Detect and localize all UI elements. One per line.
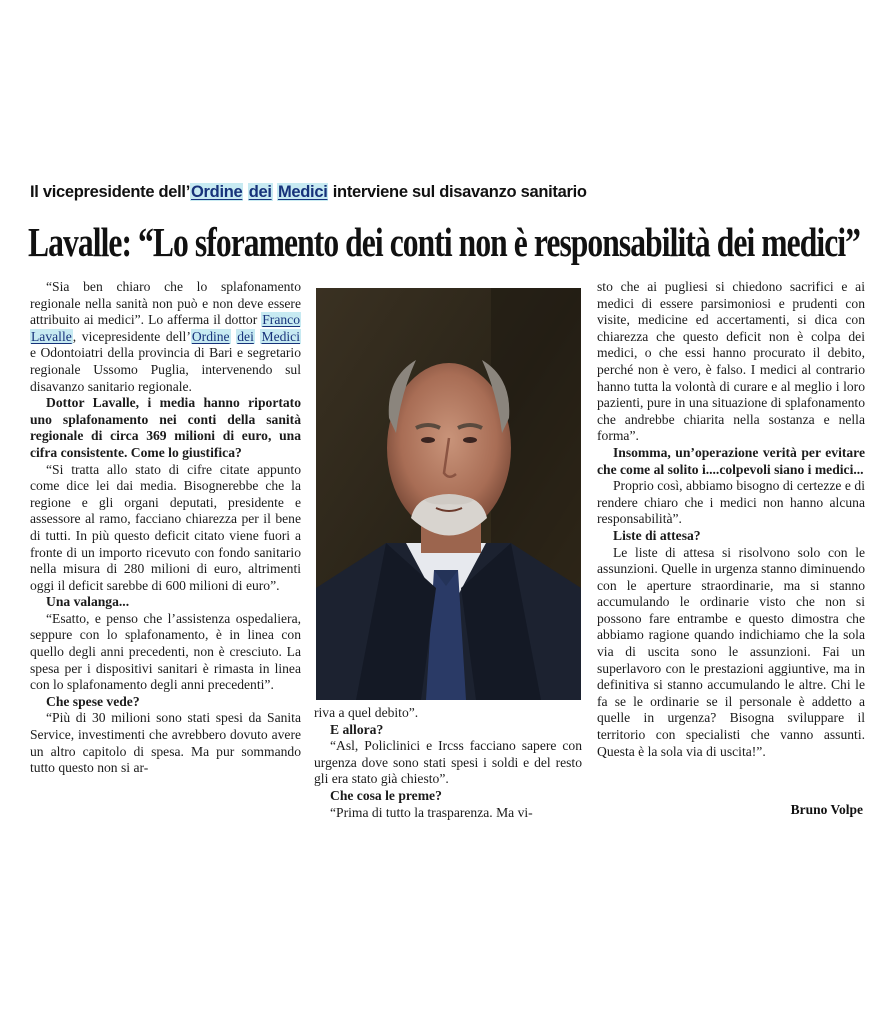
- answer-2: “Esatto, e penso che l’assistenza ospedaliera, seppure con lo splafonamento, è in linea con quello degli anni precedenti, non è cresciuto. La spesa per i dispositivi sanitari è rimasta in linea con lo splafonamento degli anni precedenti”.: [30, 610, 301, 693]
- answer-6: Proprio così, abbiamo bisogno di certezze e di rendere chiaro che i medici non hanno alcuna responsabilità”.: [597, 478, 865, 527]
- portrait-photo: [316, 288, 581, 700]
- answer-5: “Prima di tutto la trasparenza. Ma vi-: [330, 804, 533, 820]
- intro-text-3: e Odontoiatri della provincia di Bari e segretario regionale Ussomo Puglia, intervenendo sul disavanzo sanitario regionale.: [30, 345, 301, 394]
- question-2: Una valanga...: [46, 594, 130, 610]
- highlight-medici-body: Medici: [261, 328, 300, 344]
- question-7: Liste di attesa?: [613, 527, 701, 543]
- question-6: Insomma, un’operazione verità per evitare che come al solito i....colpevoli siano i medici...: [597, 444, 865, 477]
- answer-3-continued: riva a quel debito”.: [314, 705, 419, 720]
- highlight-dei-body: dei: [237, 328, 254, 344]
- intro-text-2: , vicepresidente dell’: [72, 328, 191, 344]
- question-1: Dottor Lavalle, i media hanno riportato uno splafonamento nei conti della sanità regionale di circa 369 milioni di euro, una cifra consistente. Come lo giustifica?: [30, 395, 301, 460]
- question-3: Che spese vede?: [46, 693, 140, 709]
- kicker-text-end: interviene sul disavanzo sanitario: [328, 183, 587, 201]
- answer-7: Le liste di attesa si risolvono solo con le assunzioni. Quelle in urgenza stanno diminuendo con le aperture straordinarie, ma si stanno accumulando le ordinarie visto che non si possono fare entrambe e questo dimostra che abbiamo ragione quando indichiamo che la sola via di uscita sono le assunzioni. Fai un superlavoro con le prestazioni aggiuntive, ma in definitiva si stanno accumulando le altre. Chi le fa se le ordinarie se il personale è addetto a quelle in urgenza? Bisogna sviluppare il territorio con specialisti che vanno assunti. Questa è la sola via di uscita!”.: [597, 544, 865, 759]
- article-column-1: [30, 279, 301, 777]
- article-kicker: [30, 183, 870, 202]
- article-column-2: [314, 705, 582, 821]
- highlight-ordine: Ordine: [191, 183, 243, 201]
- highlight-lavalle: Lavalle: [31, 328, 72, 344]
- highlight-dei: dei: [248, 183, 272, 201]
- question-4: E allora?: [330, 721, 384, 737]
- question-5: Che cosa le preme?: [330, 787, 442, 803]
- author-byline: Bruno Volpe: [790, 802, 863, 817]
- article-column-3: [597, 279, 865, 760]
- article-headline: Lavalle: “Lo sforamento dei conti non è responsabilità dei medici”: [28, 219, 861, 265]
- portrait-illustration: [316, 288, 581, 700]
- intro-paragraph: [30, 279, 301, 395]
- intro-text: “Sia ben chiaro che lo splafonamento regionale nella sanità non può e non deve essere attribuito ai medici”. Lo afferma il dottor: [30, 279, 301, 328]
- highlight-ordine-body: Ordine: [191, 328, 230, 344]
- answer-3: “Più di 30 milioni sono stati spesi da Sanita Service, investimenti che avrebbero dovuto avere un altro capitolo di spesa. Ma pur sommando tutto questo non si ar-: [30, 710, 301, 776]
- answer-4: “Asl, Policlinici e Ircss facciano sapere con urgenza dove sono stati spesi i soldi e del resto gli era stato già chiesto”.: [314, 738, 582, 787]
- highlight-franco: Franco: [262, 312, 300, 328]
- highlight-medici: Medici: [277, 183, 328, 201]
- answer-1: “Si tratta allo stato di cifre citate appunto come dice lei dai media. Bisognerebbe che la regione e gli organi deputati, presidente e assessore al ramo, facciano chiarezza per il bene di tutti. In più questo deficit citato viene fuori a fronte di un importo ricevuto con fondo sanitario nella misura di 280 milioni di euro, altrimenti oggi il deficit sarebbe di 600 milioni di euro”.: [30, 461, 301, 593]
- answer-5-continued: sto che ai pugliesi si chiedono sacrifici e ai medici di essere parsimoniosi e prudenti con visite, medicine ed accertamenti, si dica con chiarezza che questo deficit non è colpa dei medici, o che essi hanno procurato il debito, perché non è vero, è falso. I medici al contrario hanno tutta la volontà di curare e al meglio i loro pazienti, pure in una situazione di splafonamento che andrebbe chiarita nella sostanza e nella forma”.: [597, 279, 865, 444]
- kicker-text: Il vicepresidente dell’: [30, 183, 191, 201]
